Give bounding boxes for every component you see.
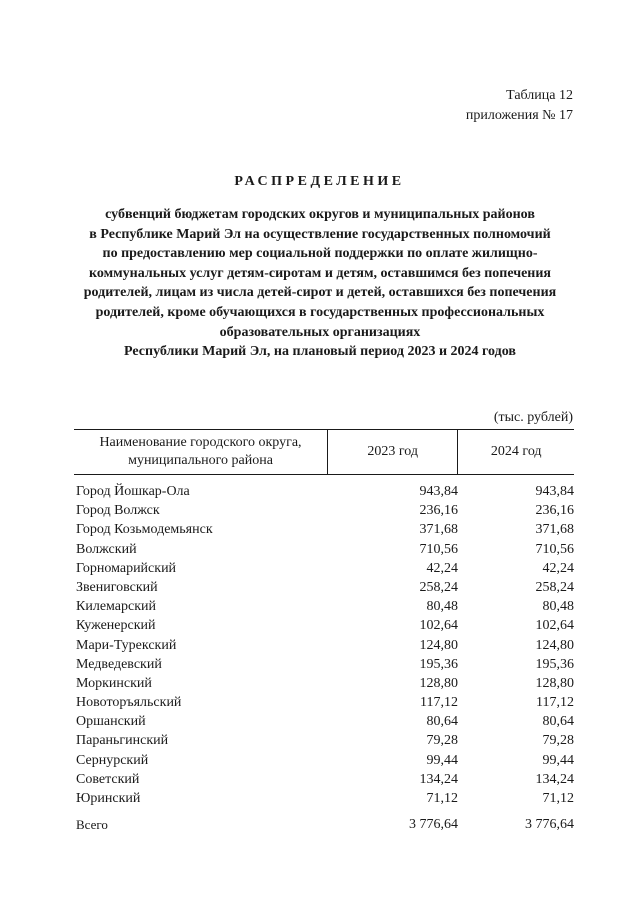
value-2023: 71,12 <box>426 791 458 806</box>
district-name: Килемарский <box>76 599 157 615</box>
table-row <box>76 597 574 616</box>
value-2024: 258,24 <box>535 579 574 595</box>
table-body <box>76 482 574 808</box>
district-name: Моркинский <box>76 675 152 691</box>
table-row <box>76 578 574 597</box>
value-2024: 102,64 <box>535 618 574 634</box>
value-2023: 124,80 <box>419 637 458 653</box>
column-header-name-line2: муниципального района <box>128 453 273 468</box>
table-row <box>76 540 574 559</box>
district-name: Волжский <box>76 541 137 557</box>
value-2023: 236,16 <box>419 503 458 519</box>
column-header-2024: 2024 год <box>457 430 574 474</box>
value-2023: 99,44 <box>426 752 458 768</box>
district-name: Город Йошкар-Ола <box>76 484 190 499</box>
value-2023: 102,64 <box>419 618 458 634</box>
table-row <box>76 501 574 520</box>
subtitle-line: в Республике Марий Эл на осуществление государственных полномочий <box>89 226 551 242</box>
value-2024: 117,12 <box>536 695 574 711</box>
table-row <box>76 559 574 578</box>
column-header-name-line1: Наименование городского округа, <box>99 435 302 450</box>
value-2024: 79,28 <box>542 733 574 749</box>
value-2024: 371,68 <box>535 522 574 538</box>
district-name: Новоторъяльский <box>76 695 182 711</box>
table-label: Таблица 12 <box>506 88 573 103</box>
value-2023: 943,84 <box>419 484 458 499</box>
table-row <box>76 655 574 674</box>
value-2023: 710,56 <box>419 541 458 557</box>
district-name: Звениговский <box>76 579 158 595</box>
total-2023: 3 776,64 <box>409 817 458 832</box>
value-2023: 128,80 <box>419 675 458 691</box>
value-2024: 710,56 <box>535 541 574 557</box>
table-header <box>74 429 574 475</box>
district-name: Параньгинский <box>76 733 169 749</box>
document-title: РАСПРЕДЕЛЕНИЕ <box>234 174 405 189</box>
table-row <box>76 520 574 539</box>
value-2023: 134,24 <box>419 771 458 787</box>
subtitle-line: субвенций бюджетам городских округов и муниципальных районов <box>105 207 535 222</box>
table-row <box>76 693 574 712</box>
district-name: Советский <box>76 771 140 787</box>
value-2023: 258,24 <box>419 579 458 595</box>
district-name: Юринский <box>76 791 141 806</box>
district-name: Город Волжск <box>76 503 160 519</box>
value-2023: 42,24 <box>426 560 458 576</box>
value-2024: 80,48 <box>542 599 574 615</box>
table-row <box>76 616 574 635</box>
district-name: Город Козьмодемьянск <box>76 522 213 538</box>
district-name: Мари-Турекский <box>76 637 177 653</box>
table-row <box>76 674 574 693</box>
table-row <box>76 636 574 655</box>
value-2024: 71,12 <box>542 791 574 806</box>
district-name: Горномарийский <box>76 560 177 576</box>
total-label: Всего <box>76 817 108 832</box>
value-2024: 236,16 <box>535 503 574 519</box>
value-2024: 195,36 <box>535 656 574 672</box>
subtitle-line: родителей, кроме обучающихся в государственных профессиональных <box>95 304 545 320</box>
table-row <box>76 731 574 750</box>
table-row <box>76 751 574 770</box>
subtitle-line: по предоставлению мер социальной поддержки по оплате жилищно- <box>102 246 538 262</box>
value-2023: 80,48 <box>426 599 458 615</box>
column-header-2023: 2023 год <box>327 430 457 474</box>
document-subtitle <box>70 205 570 362</box>
district-name: Сернурский <box>76 752 149 768</box>
table-row <box>76 789 574 808</box>
value-2023: 117,12 <box>420 695 458 711</box>
value-2024: 80,64 <box>542 714 574 730</box>
column-header-name <box>74 430 327 474</box>
district-name: Оршанский <box>76 714 146 730</box>
value-2024: 99,44 <box>542 752 574 768</box>
subtitle-line: родителей, лицам из числа детей-сирот и детей, оставшихся без попечения <box>83 285 557 301</box>
table-row <box>76 770 574 789</box>
value-2023: 80,64 <box>426 714 458 730</box>
value-2023: 79,28 <box>426 733 458 749</box>
value-2023: 371,68 <box>419 522 458 538</box>
district-name: Куженерский <box>76 618 156 634</box>
table-row <box>76 712 574 731</box>
appendix-label: приложения № 17 <box>465 108 573 123</box>
value-2024: 943,84 <box>535 484 574 499</box>
value-2024: 134,24 <box>535 771 574 787</box>
subtitle-line: образовательных организациях <box>219 324 421 340</box>
district-name: Медведевский <box>76 656 162 672</box>
subtitle-line: коммунальных услуг детям-сиротам и детям, оставшимся без попечения <box>88 265 552 281</box>
table-reference <box>466 86 573 126</box>
subtitle-line: Республики Марий Эл, на плановый период 2023 и 2024 годов <box>124 344 516 360</box>
value-2024: 124,80 <box>535 637 574 653</box>
value-2024: 42,24 <box>542 560 574 576</box>
total-row <box>76 815 574 835</box>
value-2023: 195,36 <box>419 656 458 672</box>
value-2024: 128,80 <box>535 675 574 691</box>
table-row <box>76 482 574 501</box>
units-label: (тыс. рублей) <box>493 410 573 425</box>
total-2024: 3 776,64 <box>525 817 574 832</box>
